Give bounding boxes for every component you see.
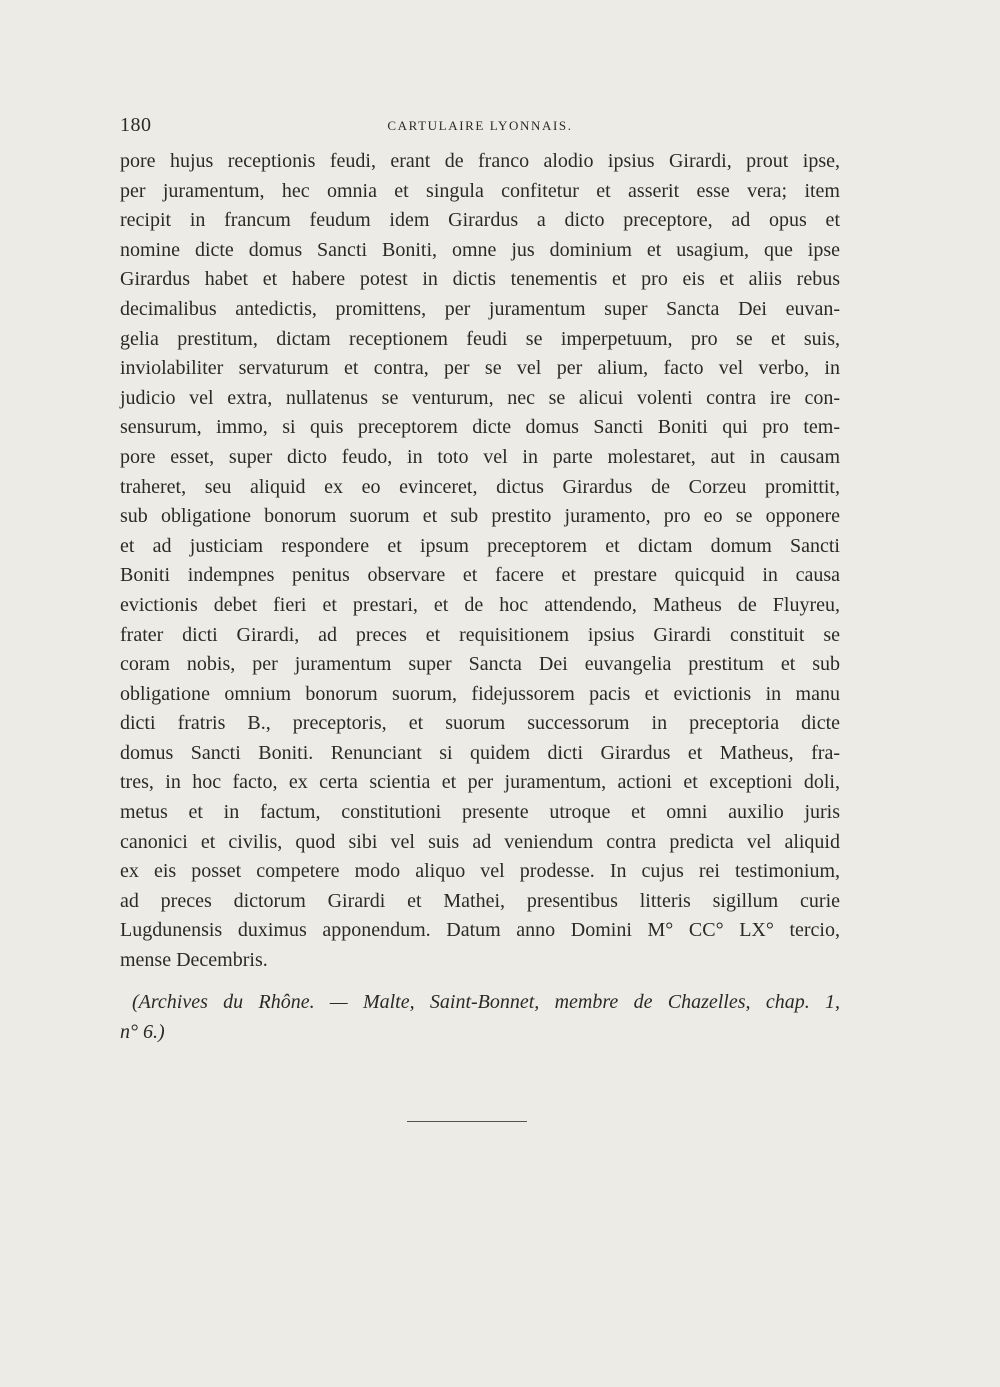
text-line: canonici et civilis, quod sibi vel suis ad veniendum contra predicta vel aliquid — [120, 830, 840, 853]
text-line: Girardus habet et habere potest in dictis tenementis et pro eis et aliis rebus — [120, 268, 840, 291]
text-line: gelia prestitum, dictam receptionem feudi se imperpetuum, pro se et suis, — [120, 327, 840, 350]
text-line: mense Decembris. — [120, 949, 268, 972]
text-line: recipit in francum feudum idem Girardus a dicto preceptore, ad opus et — [120, 209, 840, 232]
text-line: judicio vel extra, nullatenus se venturum, nec se alicui volenti contra ire con- — [120, 386, 840, 409]
source-note-line: (Archives du Rhône. — Malte, Saint-Bonnet, membre de Chazelles, chap. 1, — [132, 991, 840, 1013]
source-note-line: n° 6.) — [120, 1021, 165, 1043]
text-line: obligatione omnium bonorum suorum, fidejussorem pacis et evictionis in manu — [120, 682, 840, 705]
text-line: domus Sancti Boniti. Renunciant si quidem dicti Girardus et Matheus, fra- — [120, 741, 840, 764]
text-line: tres, in hoc facto, ex certa scientia et per juramentum, actioni et exceptioni doli, — [120, 771, 840, 794]
text-line: Boniti indempnes penitus observare et facere et prestare quicquid in causa — [120, 564, 840, 587]
text-line: Lugdunensis duximus apponendum. Datum anno Domini M° CC° LX° tercio, — [120, 919, 840, 942]
source-note — [120, 987, 840, 1047]
text-line: coram nobis, per juramentum super Sancta Dei euvangelia prestitum et sub — [120, 653, 840, 676]
text-line: per juramentum, hec omnia et singula confitetur et asserit esse vera; item — [120, 179, 840, 202]
text-line: pore hujus receptionis feudi, erant de franco alodio ipsius Girardi, prout ipse, — [120, 150, 840, 172]
text-line: metus et in factum, constitutioni presente utroque et omni auxilio juris — [120, 801, 840, 824]
text-line: frater dicti Girardi, ad preces et requisitionem ipsius Girardi constituit se — [120, 623, 840, 646]
page-number: 180 — [120, 114, 152, 136]
text-line: sensurum, immo, si quis preceptorem dicte domus Sancti Boniti qui pro tem- — [120, 416, 840, 439]
text-line: evictionis debet fieri et prestari, et de hoc attendendo, Matheus de Fluyreu, — [120, 593, 840, 616]
text-line: decimalibus antedictis, promittens, per juramentum super Sancta Dei euvan- — [120, 297, 840, 320]
text-line: nomine dicte domus Sancti Boniti, omne jus dominium et usagium, que ipse — [120, 238, 840, 261]
text-line: inviolabiliter servaturum et contra, per se vel per alium, facto vel verbo, in — [120, 357, 840, 380]
text-line: dicti fratris B., preceptoris, et suorum successorum in preceptoria dicte — [120, 712, 840, 735]
charter-text — [120, 147, 840, 976]
text-line: et ad justiciam respondere et ipsum preceptorem et dictam domum Sancti — [120, 534, 840, 557]
text-line: pore esset, super dicto feudo, in toto vel in parte molestaret, aut in causam — [120, 445, 840, 468]
running-title: CARTULAIRE LYONNAIS. — [387, 118, 573, 133]
text-line: sub obligatione bonorum suorum et sub prestito juramento, pro eo se opponere — [120, 505, 840, 528]
end-rule — [407, 1121, 527, 1122]
running-head — [120, 114, 840, 138]
text-line: traheret, seu aliquid ex eo evinceret, dictus Girardus de Corzeu promittit, — [120, 475, 840, 498]
text-line: ex eis posset competere modo aliquo vel prodesse. In cujus rei testimonium, — [120, 860, 840, 883]
text-line: ad preces dictorum Girardi et Mathei, presentibus litteris sigillum curie — [120, 889, 840, 912]
